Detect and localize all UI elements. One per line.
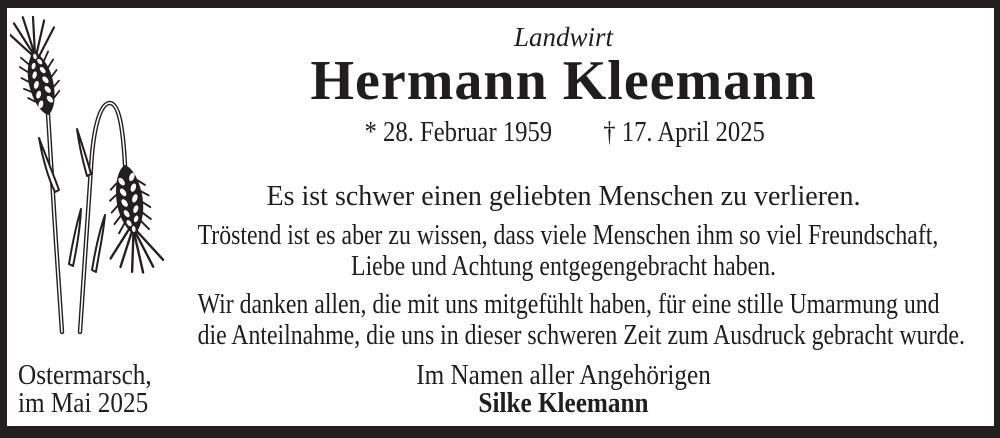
- condolence-paragraph-1: [133, 181, 994, 212]
- closing-line: Im Namen aller Angehörigen: [416, 360, 711, 391]
- date-line: im Mai 2025: [18, 388, 149, 419]
- paragraph-line: Wir danken allen, die mit uns mitgefühlt haben, für eine stille Umarmung und: [197, 289, 940, 320]
- condolence-paragraph-2: [133, 220, 994, 282]
- paragraph-line: Es ist schwer einen geliebten Menschen zu verlieren.: [266, 181, 861, 212]
- paragraph-line: Liebe und Achtung entgegengebracht haben.: [351, 251, 776, 282]
- deceased-name: Hermann Kleemann: [310, 50, 817, 112]
- life-dates: [133, 116, 994, 149]
- family-block: [133, 362, 994, 418]
- signature-name: Silke Kleemann: [478, 388, 649, 419]
- death-date: † 17. April 2025: [603, 116, 765, 148]
- paragraph-line: Tröstend ist es aber zu wissen, dass viele Menschen ihm so viel Freundschaft,: [197, 220, 939, 251]
- profession-label: Landwirt: [513, 22, 614, 52]
- place-line: Ostermarsch,: [18, 360, 152, 391]
- paragraph-line: die Anteilnahme, die uns in dieser schweren Zeit zum Ausdruck gebracht wurde.: [197, 320, 965, 351]
- birth-date: * 28. Februar 1959: [364, 116, 553, 148]
- condolence-paragraph-3: [133, 289, 994, 351]
- notice-content: [7, 8, 994, 351]
